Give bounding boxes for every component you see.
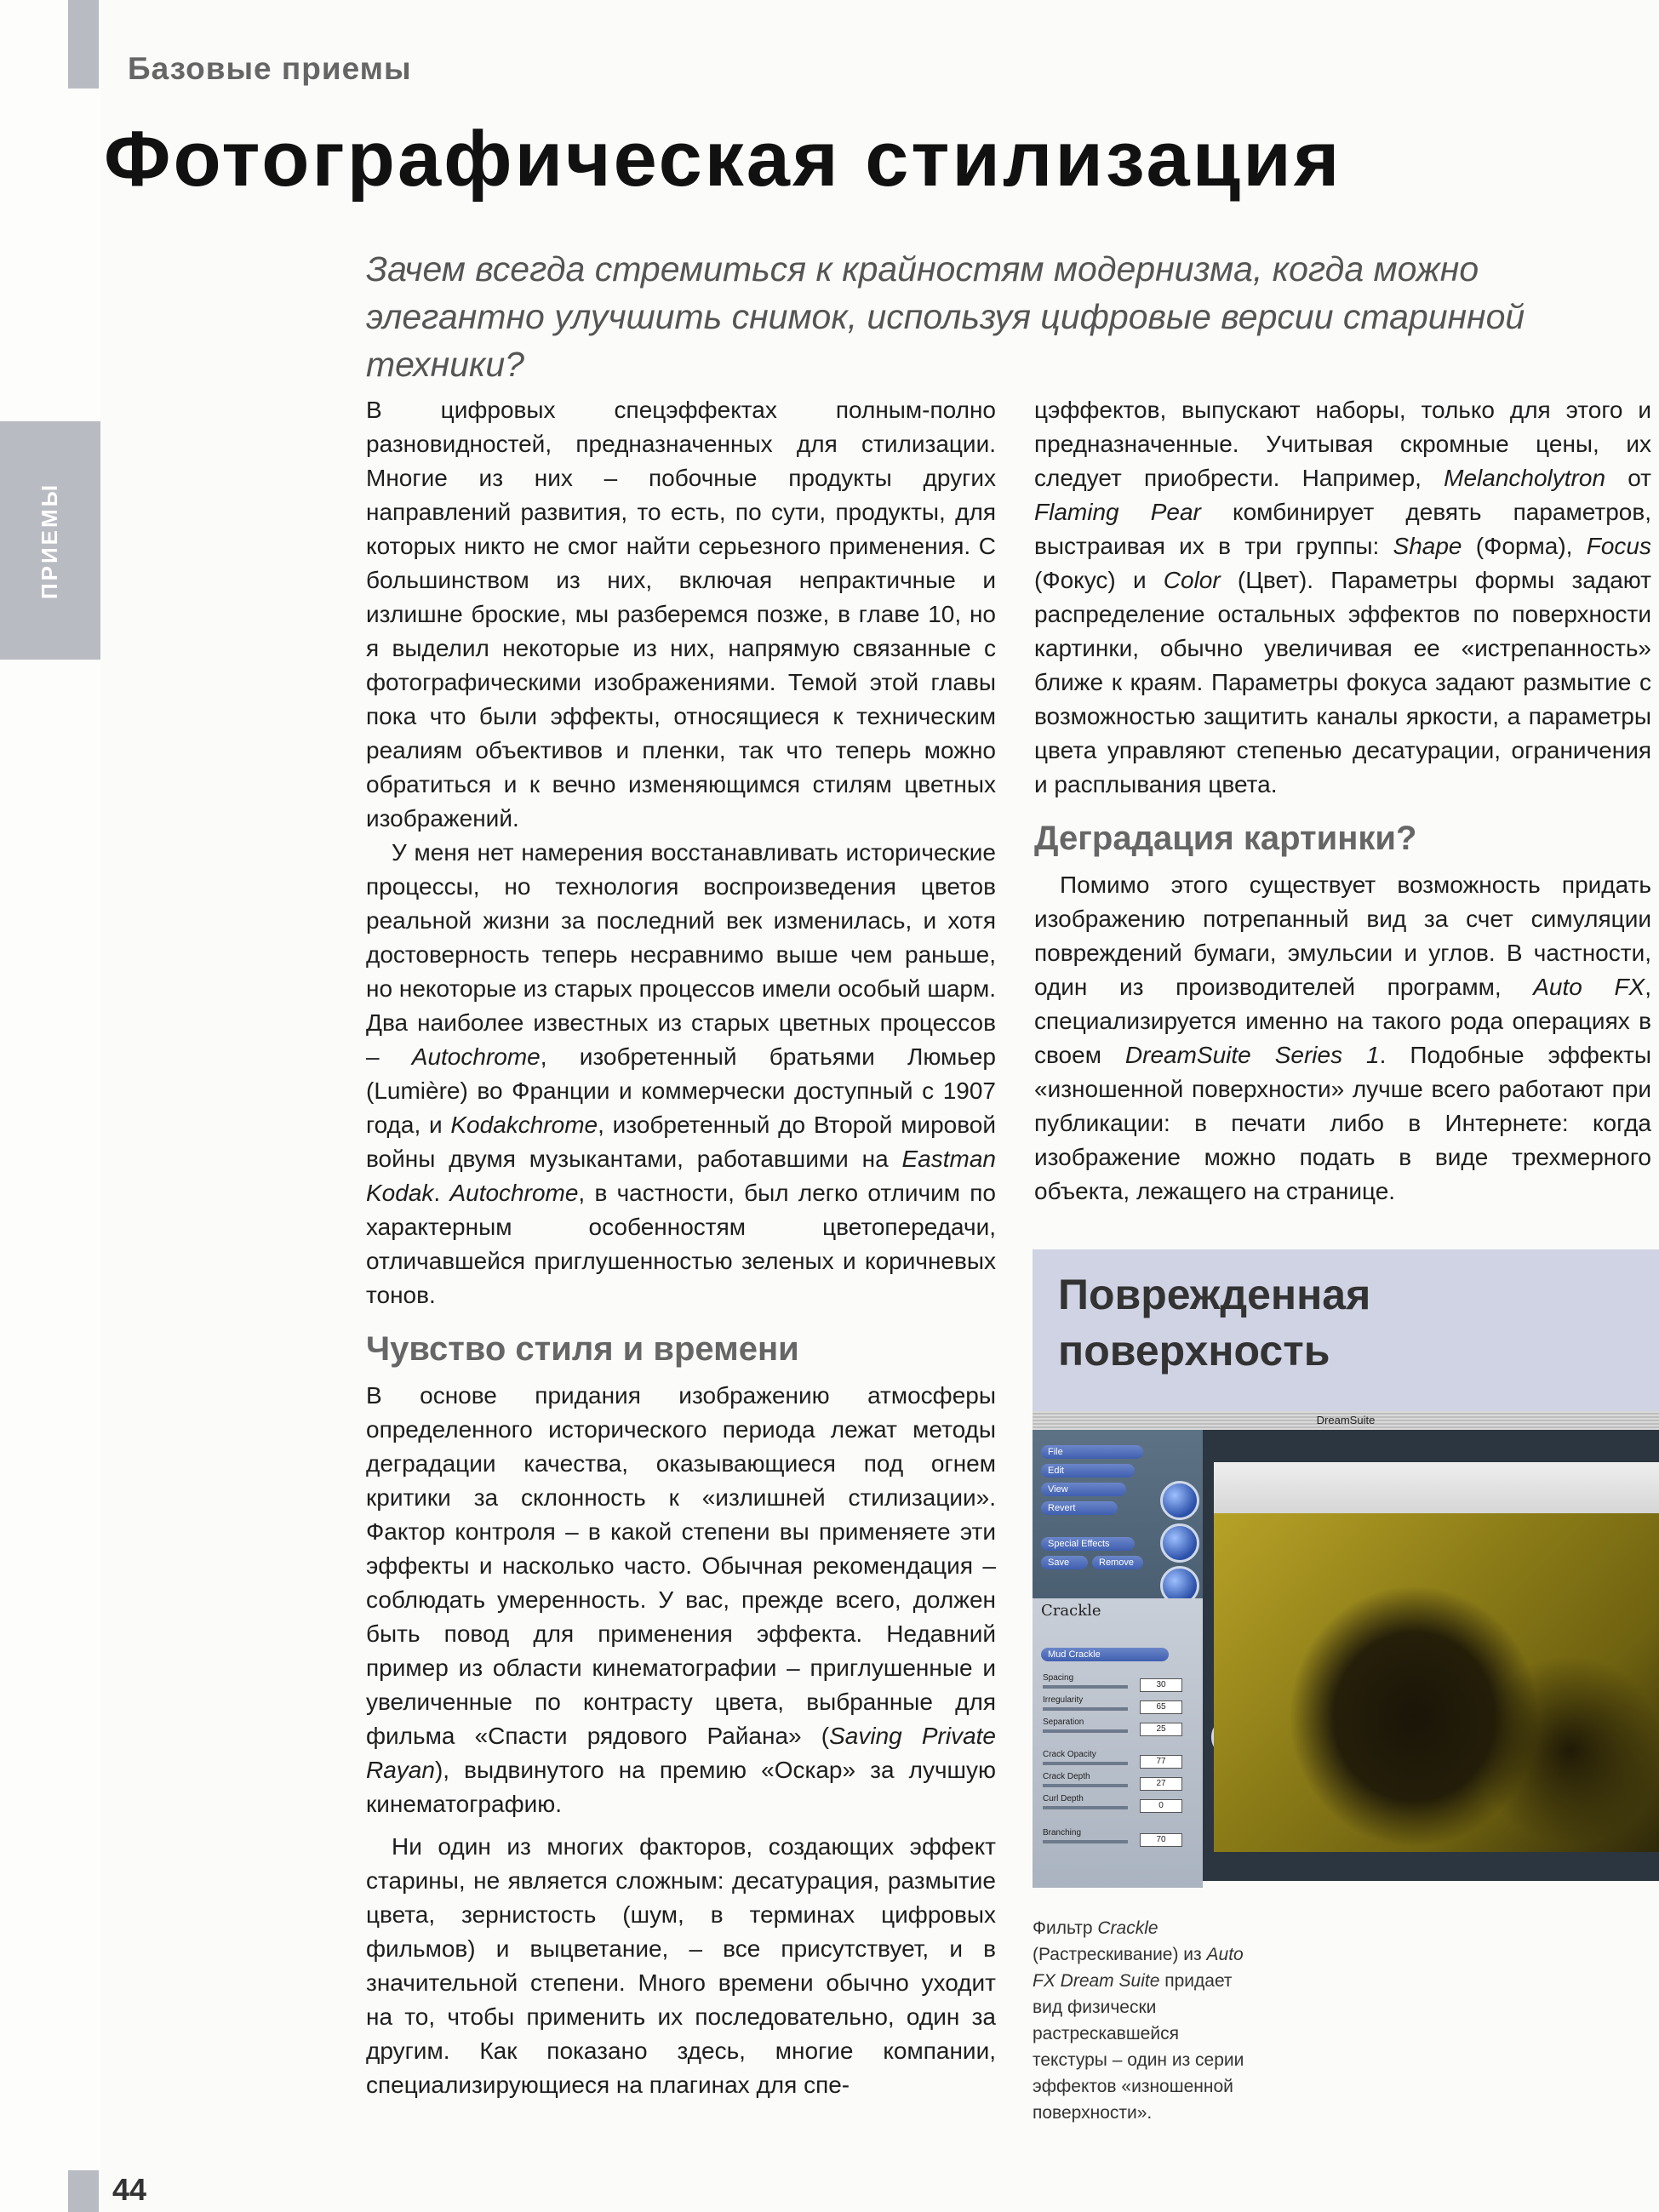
figure-title — [1058, 1266, 1370, 1379]
lead-paragraph: Зачем всегда стремиться к крайностям модернизма, когда можно элегантно улучшить снимок, используя цифровые версии старинной техники? — [366, 249, 1525, 384]
paragraph: В цифровых спецэффектах полным-полно разновидностей, предназначенных для стилизации. Многие из них – побочные продукты других направлений развития, то есть, по сути, продукты, для которых никто не смог найти серьезного применения. С большинством из них, включая непрактичные и излишне броские, мы разберемся позже, в главе 10, но я выделил некоторые из них, напрямую связанные с фотографическими изображениями. Темой этой главы пока что были эффекты, относящиеся к техническим реалиям объективов и пленки, так что теперь можно обратиться и к вечно изменяющимся стилям цветных изображений. — [366, 397, 996, 832]
crackle-panel-title: Crackle — [1041, 1602, 1101, 1620]
paragraph: цэффектов, выпускают наборы, только для этого и предназначенные. Учитывая скромные цены, их следует приобрести. Например, Melancholytron от Flaming Pear комбинирует девять параметров, выстраивая их в три группы: Shape (Форма), Focus (Фокус) и Color (Цвет). Параметры формы задают распределение остальных эффектов по поверхности картинки, обычно увеличивая ее «истрепанность» ближе к краям. Параметры фокуса задают размытие с возможностью защитить каналы яркости, а параметры цвета управляют степенью десатурации, ограничения и расплывания цвета. — [1034, 397, 1652, 797]
preset-select: Mud Crackle — [1041, 1648, 1169, 1661]
figure-title-line: поверхность — [1058, 1327, 1330, 1375]
crackle-panel — [1033, 1598, 1203, 1888]
subheading: Чувство стиля и времени — [366, 1330, 799, 1368]
figure-title-line: Поврежденная — [1058, 1271, 1371, 1318]
page-number-marker — [68, 2170, 99, 2212]
section-marker — [68, 0, 99, 89]
menu-remove: Remove — [1092, 1556, 1143, 1569]
figure-box — [1033, 1249, 1659, 1881]
paragraph: В основе придания изображению атмосферы определенного исторического периода лежат методы деградации качества, оказывающиеся под огнем критики за склонность к «излишней стилизации». Фактор контроля – в какой степени вы применяете эти эффекты и насколько часто. Обычная рекомендация – соблюдать умеренность. У вас, прежде всего, должен быть повод для применения эффекта. Недавний пример из области кинематографии – приглушенные и увеличенные по контрасту цвета, выбранные для фильма «Спасти рядового Райана» (Saving Private Rayan), выдвинутого на премию «Оскар» за лучшую кинематографию. — [366, 1382, 996, 1817]
app-screenshot — [1033, 1411, 1659, 1881]
paragraph: Ни один из многих факторов, создающих эффект старины, не является сложным: десатурация, размытие цвета, зернистость (шум, в терминах цифровых фильмов) и выцветание, – все присутствует, и в значительной степени. Много времени обычно уходит на то, чтобы применить их последовательно, один за другим. Как показано здесь, многие компании, специализирующиеся на плагинах для спе- — [366, 1833, 996, 2098]
slider-row: Irregularity 65 — [1039, 1695, 1197, 1716]
preview-header — [1214, 1462, 1659, 1513]
page-title: Фотографическая стилизация — [104, 116, 1342, 203]
slider-row: Crack Depth 27 — [1039, 1772, 1197, 1792]
right-column — [1034, 393, 1651, 1209]
paragraph: Помимо этого существует возможность придать изображению потрепанный вид за счет симуляции повреждений бумаги, эмульсии и углов. В частности, один из производителей программ, Auto FX, специализируется именно на такого рода операциях в своем DreamSuite Series 1. Подобные эффекты «изношенной поверхности» лучше всего работают при публикации: в печати либо в Интернете: когда изображение можно подать в виде трехмерного объекта, лежащего на странице. — [1034, 872, 1651, 1204]
slider-row: Branching 70 — [1039, 1828, 1197, 1849]
figure-caption: Фильтр Crackle (Растрескивание) из Auto FX Dream Suite придает вид физически растрескавшейся текстуры – один из серии эффектов «изношенной поверхности». — [1033, 1918, 1244, 2123]
section-title: Базовые приемы — [128, 51, 412, 86]
menu-revert: Revert — [1041, 1501, 1118, 1515]
app-control-panel — [1033, 1430, 1203, 1881]
orb-icon — [1160, 1523, 1199, 1563]
slider-row: Spacing 30 — [1039, 1673, 1197, 1694]
preview-image — [1214, 1513, 1659, 1852]
subheading: Деградация картинки? — [1034, 820, 1417, 857]
paragraph: У меня нет намерения восстанавливать исторические процессы, но технология воспроизведения цветов реальной жизни за последний век изменилась, и хотя достоверность теперь несравнимо выше чем раньше, но некоторые из старых процессов имели особый шарм. Два наиболее известных из старых цветных процессов – Autochrome, изобретенный братьями Люмьер (Lumière) во Франции и коммерчески доступный с 1907 года, и Kodakchrome, изобретенный до Второй мировой войны двумя музыкантами, работавшими на Eastman Kodak. Autochrome, в частности, был легко отличим по характерным особенностям цветопередачи, отличавшейся приглушенностью зеленых и коричневых тонов. — [366, 839, 996, 1308]
left-column — [366, 393, 996, 2102]
slider-row: Curl Depth 0 — [1039, 1794, 1197, 1815]
slider-row: Separation 25 — [1039, 1718, 1197, 1738]
page-number: 44 — [112, 2172, 147, 2207]
orb-icon — [1160, 1481, 1199, 1520]
slider-row: Crack Opacity 77 — [1039, 1750, 1197, 1770]
menu-save: Save — [1041, 1556, 1088, 1569]
menu-special-effects: Special Effects — [1041, 1537, 1135, 1551]
chapter-tab-label — [29, 426, 72, 655]
menu-file: File — [1041, 1445, 1143, 1459]
chapter-tab-text: ПРИЕМЫ — [37, 482, 63, 599]
app-titlebar: DreamSuite — [1033, 1411, 1659, 1430]
page-margin — [0, 0, 100, 2212]
menu-view: View — [1041, 1483, 1126, 1496]
menu-edit: Edit — [1041, 1464, 1135, 1478]
